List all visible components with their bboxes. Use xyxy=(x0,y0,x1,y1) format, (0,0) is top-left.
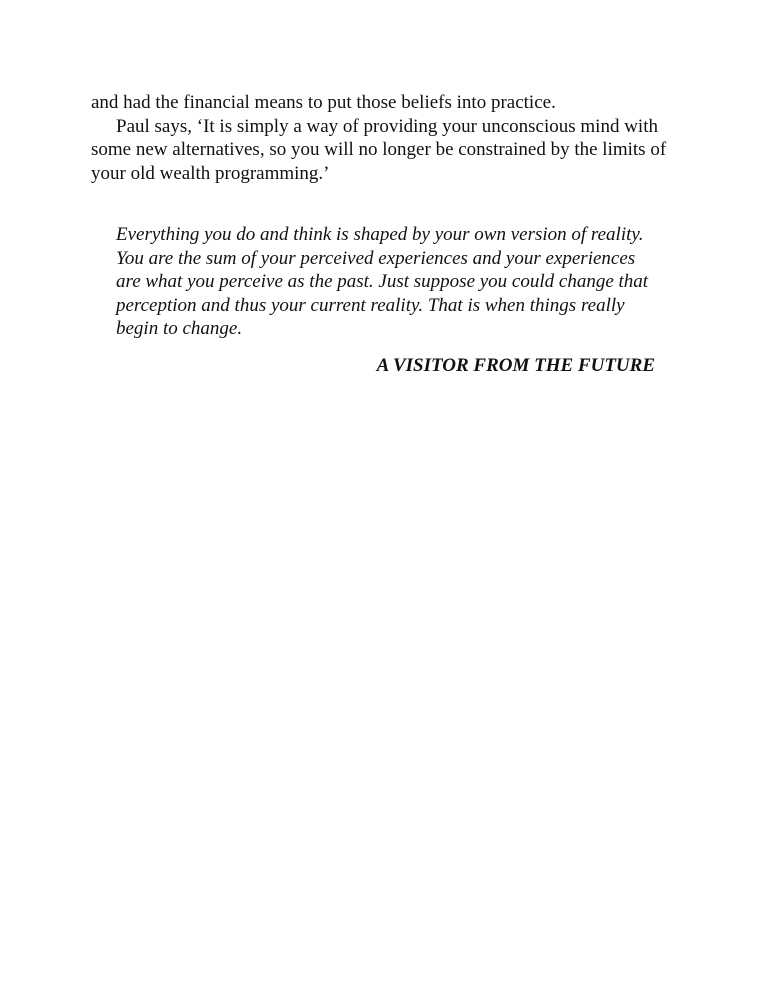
block-quote xyxy=(116,223,676,341)
paragraph-continuation xyxy=(91,91,681,115)
quote-line: perception and thus your current reality. That is when things really xyxy=(116,294,625,316)
body-text xyxy=(91,91,681,185)
text-line: your old wealth programming.’ xyxy=(91,162,330,184)
quote-line: Everything you do and think is shaped by your own version of reality. xyxy=(116,224,644,245)
quote-line: You are the sum of your perceived experiences and your experiences xyxy=(116,247,636,269)
text-line: some new alternatives, so you will no longer be constrained by the limits of xyxy=(91,139,667,160)
paragraph-paul-quote xyxy=(91,115,681,139)
text-line: Paul says, ‘It is simply a way of providing your unconscious mind with xyxy=(116,115,658,137)
paragraph-paul-quote-cont xyxy=(91,162,681,186)
quote-line: begin to change. xyxy=(116,318,243,339)
quote-attribution: A VISITOR FROM THE FUTURE xyxy=(376,355,655,376)
text-line: and had the financial means to put those beliefs into practice. xyxy=(91,92,556,113)
paragraph-paul-quote-cont xyxy=(91,138,681,162)
quote-line: are what you perceive as the past. Just suppose you could change that xyxy=(116,271,649,292)
